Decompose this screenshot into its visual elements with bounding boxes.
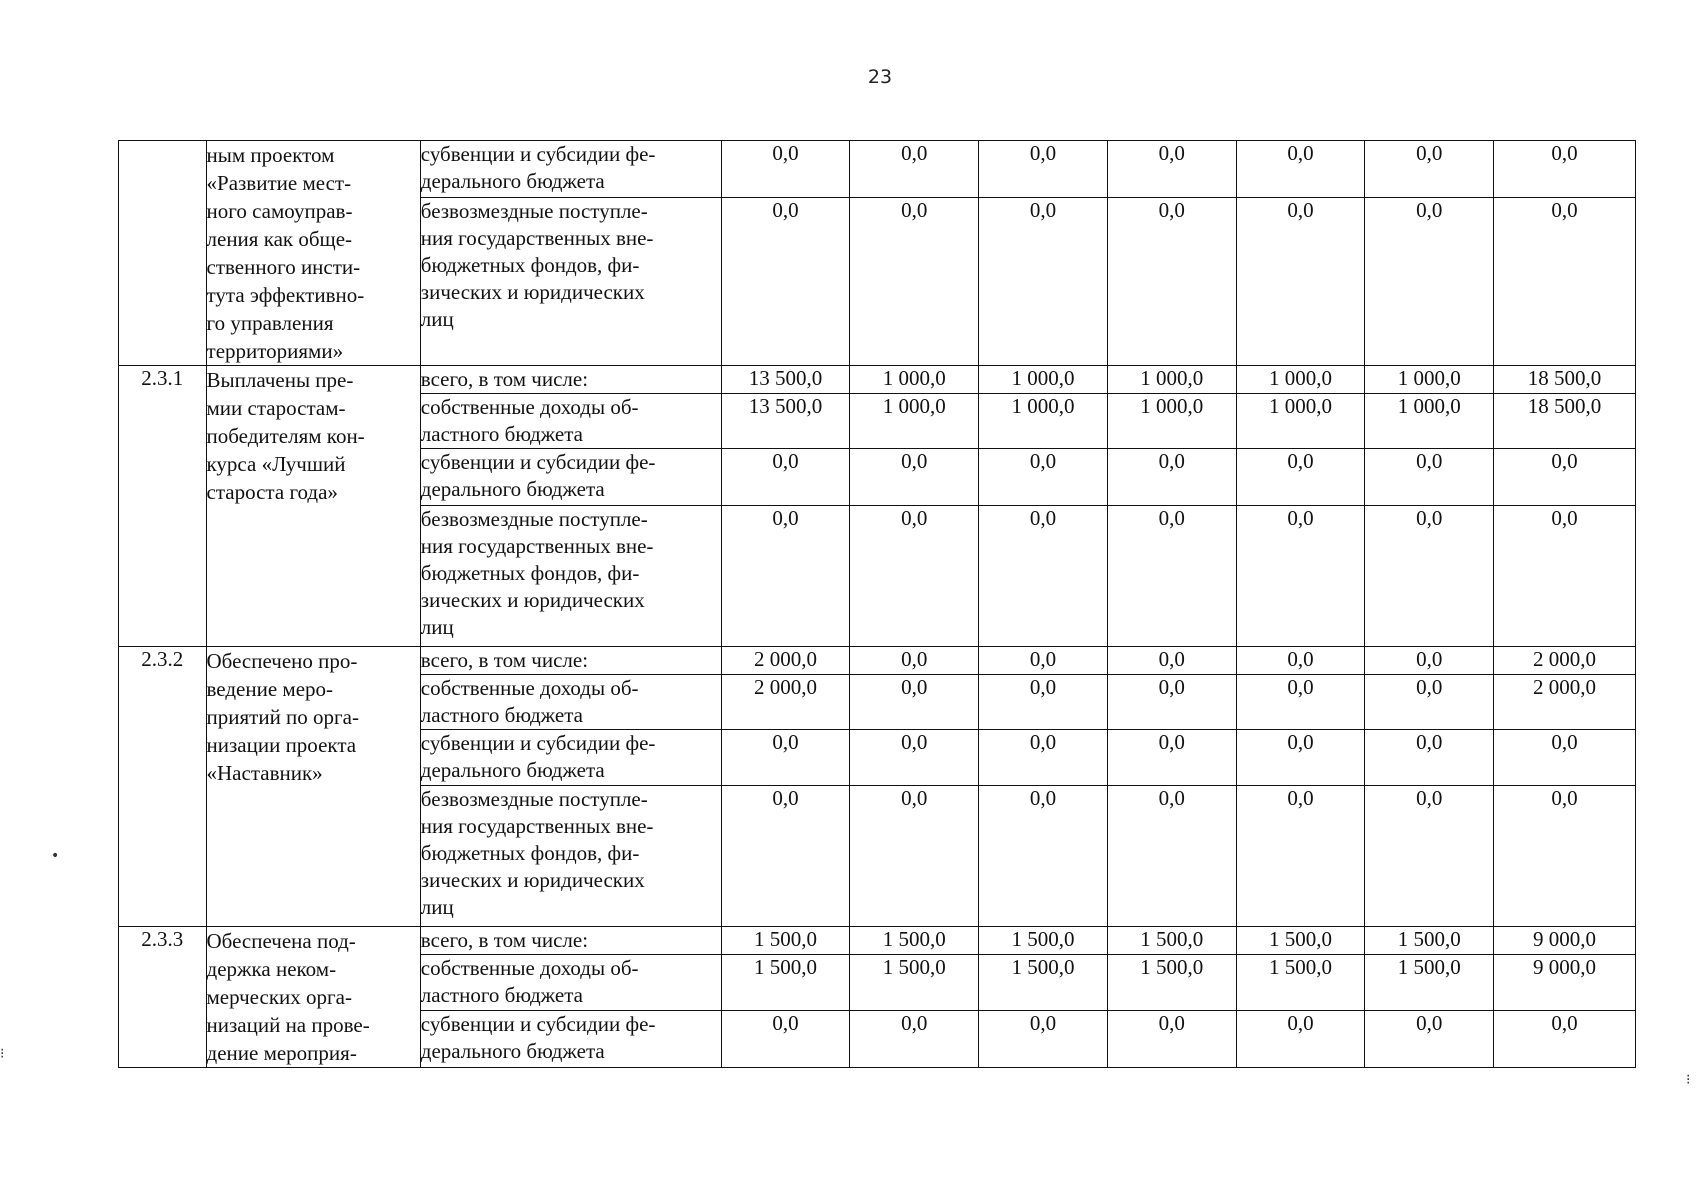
value-cell: 13 500,0	[721, 366, 850, 394]
value-cell-total: 0,0	[1494, 141, 1636, 198]
value-cell: 0,0	[1107, 506, 1236, 647]
value-cell: 1 500,0	[721, 927, 850, 955]
funding-source	[420, 394, 721, 449]
funding-source	[420, 647, 721, 675]
value-cell: 0,0	[1365, 730, 1494, 786]
value-cell: 0,0	[850, 506, 979, 647]
value-cell: 1 500,0	[1236, 955, 1365, 1010]
funding-source	[420, 141, 721, 198]
funding-source-line: субвенции и субсидии фе-	[420, 1011, 656, 1036]
value-cell-total: 0,0	[1494, 730, 1636, 786]
value-cell: 0,0	[1236, 786, 1365, 927]
value-cell: 1 000,0	[979, 394, 1108, 449]
funding-source-line: безвозмездные поступле-	[420, 507, 648, 531]
value-cell: 0,0	[979, 786, 1108, 927]
table-row	[119, 141, 1636, 198]
value-cell: 0,0	[850, 1010, 979, 1067]
funding-source	[420, 449, 721, 506]
value-cell: 0,0	[850, 141, 979, 198]
value-cell: 0,0	[979, 449, 1108, 506]
funding-source-line: всего, в том числе:	[420, 648, 589, 672]
table-row	[119, 927, 1636, 955]
value-cell: 0,0	[1236, 141, 1365, 198]
item-number: 2.3.3	[119, 927, 207, 1068]
value-cell: 0,0	[1107, 449, 1236, 506]
value-cell: 0,0	[1365, 647, 1494, 675]
item-name-line: низаций на прове-	[206, 1013, 370, 1037]
value-cell: 1 500,0	[979, 955, 1108, 1010]
margin-tick-right: ⁝	[1686, 1072, 1691, 1088]
value-cell: 0,0	[1365, 1010, 1494, 1067]
value-cell: 0,0	[979, 675, 1108, 730]
value-cell: 0,0	[850, 647, 979, 675]
item-name-line: ственного инсти-	[206, 255, 361, 279]
item-name-line: Обеспечено про-	[206, 649, 358, 673]
funding-source-line: ластного бюджета	[420, 983, 583, 1008]
funding-source-line: ластного бюджета	[420, 703, 583, 727]
value-cell: 0,0	[979, 1010, 1108, 1067]
value-cell-total: 0,0	[1494, 198, 1636, 366]
funding-source	[420, 786, 721, 927]
item-name-line: дение мероприя-	[206, 1041, 357, 1065]
value-cell-total: 0,0	[1494, 449, 1636, 506]
funding-source-line: субвенции и субсидии фе-	[420, 450, 656, 474]
value-cell: 0,0	[1236, 730, 1365, 786]
item-name-line: мии старостам-	[206, 396, 346, 420]
funding-source-line: бюджетных фондов, фи-	[420, 841, 640, 865]
value-cell: 1 500,0	[1107, 927, 1236, 955]
funding-source	[420, 675, 721, 730]
value-cell-total: 18 500,0	[1494, 366, 1636, 394]
funding-source-line: бюджетных фондов, фи-	[420, 253, 640, 278]
funding-source-line: дерального бюджета	[420, 477, 605, 501]
value-cell-total: 2 000,0	[1494, 647, 1636, 675]
value-cell: 0,0	[1107, 141, 1236, 198]
funding-source	[420, 730, 721, 786]
value-cell: 0,0	[979, 647, 1108, 675]
item-number: 2.3.1	[119, 366, 207, 647]
funding-source	[420, 198, 721, 366]
funding-source-line: собственные доходы об-	[420, 956, 639, 981]
value-cell: 2 000,0	[721, 675, 850, 730]
value-cell: 1 500,0	[1236, 927, 1365, 955]
funding-source	[420, 506, 721, 647]
value-cell: 1 500,0	[1107, 955, 1236, 1010]
funding-source-line: дерального бюджета	[420, 758, 605, 782]
funding-source-line: зических и юридических	[420, 588, 645, 612]
funding-source-line: лиц	[420, 307, 454, 332]
funding-source	[420, 927, 721, 955]
value-cell: 0,0	[1107, 786, 1236, 927]
item-name-line: Выплачены пре-	[206, 368, 354, 392]
value-cell: 0,0	[1107, 1010, 1236, 1067]
table-row	[119, 366, 1636, 394]
budget-table	[118, 140, 1636, 1068]
table-row	[119, 647, 1636, 675]
value-cell: 1 000,0	[1236, 394, 1365, 449]
value-cell: 0,0	[1107, 730, 1236, 786]
item-name-line: ведение меро-	[206, 677, 334, 701]
value-cell: 0,0	[1236, 675, 1365, 730]
funding-source-line: ния государственных вне-	[420, 534, 654, 558]
funding-source-line: собственные доходы об-	[420, 676, 639, 700]
item-name-line: ного самоуправ-	[206, 199, 353, 223]
value-cell: 0,0	[1236, 647, 1365, 675]
funding-source-line: лиц	[420, 615, 454, 639]
value-cell: 0,0	[850, 786, 979, 927]
value-cell: 1 000,0	[1365, 366, 1494, 394]
value-cell: 0,0	[1365, 198, 1494, 366]
value-cell: 0,0	[721, 506, 850, 647]
value-cell: 0,0	[1365, 506, 1494, 647]
item-name	[206, 366, 420, 647]
value-cell: 0,0	[850, 198, 979, 366]
value-cell: 1 500,0	[721, 955, 850, 1010]
value-cell: 1 000,0	[850, 366, 979, 394]
value-cell: 13 500,0	[721, 394, 850, 449]
value-cell: 1 000,0	[1365, 394, 1494, 449]
item-name-line: приятий по орга-	[206, 705, 359, 729]
funding-source-line: субвенции и субсидии фе-	[420, 142, 656, 166]
value-cell-total: 2 000,0	[1494, 675, 1636, 730]
funding-source	[420, 366, 721, 394]
value-cell: 0,0	[721, 449, 850, 506]
item-name-line: мерческих орга-	[206, 985, 352, 1009]
value-cell: 1 500,0	[1365, 927, 1494, 955]
item-name-line: территориями»	[206, 339, 344, 363]
item-name-line: староста года»	[206, 480, 338, 504]
funding-source-line: собственные доходы об-	[420, 395, 639, 419]
value-cell: 0,0	[1365, 449, 1494, 506]
funding-source-line: всего, в том числе:	[420, 367, 589, 391]
value-cell-total: 0,0	[1494, 506, 1636, 647]
value-cell: 0,0	[721, 730, 850, 786]
value-cell: 1 500,0	[850, 927, 979, 955]
value-cell: 1 000,0	[850, 394, 979, 449]
value-cell: 0,0	[1365, 786, 1494, 927]
item-name	[206, 927, 420, 1068]
value-cell: 0,0	[1236, 449, 1365, 506]
value-cell: 0,0	[979, 506, 1108, 647]
item-name-line: го управления	[206, 311, 334, 335]
funding-source-line: ния государственных вне-	[420, 814, 654, 838]
value-cell: 0,0	[850, 449, 979, 506]
value-cell: 0,0	[1107, 675, 1236, 730]
value-cell: 0,0	[721, 198, 850, 366]
value-cell: 0,0	[1236, 1010, 1365, 1067]
value-cell: 0,0	[721, 786, 850, 927]
value-cell-total: 0,0	[1494, 1010, 1636, 1067]
funding-source-line: ния государственных вне-	[420, 226, 654, 251]
margin-tick-left: ⁝	[0, 1046, 5, 1062]
value-cell: 0,0	[1107, 647, 1236, 675]
item-name-line: тута эффективно-	[206, 283, 365, 307]
value-cell: 2 000,0	[721, 647, 850, 675]
funding-source-line: бюджетных фондов, фи-	[420, 561, 640, 585]
funding-source-line: безвозмездные поступле-	[420, 787, 648, 811]
item-name	[206, 647, 420, 927]
item-name-line: «Развитие мест-	[206, 171, 352, 195]
value-cell: 0,0	[1365, 141, 1494, 198]
funding-source-line: дерального бюджета	[420, 169, 605, 193]
value-cell-total: 9 000,0	[1494, 955, 1636, 1010]
value-cell: 0,0	[1365, 675, 1494, 730]
value-cell: 0,0	[721, 141, 850, 198]
item-name-line: «Наставник»	[206, 761, 323, 785]
value-cell: 1 000,0	[979, 366, 1108, 394]
margin-dot: •	[51, 848, 60, 864]
value-cell: 0,0	[1236, 506, 1365, 647]
item-name-line: ным проектом	[206, 143, 335, 167]
value-cell: 1 000,0	[1107, 394, 1236, 449]
funding-source-line: всего, в том числе:	[420, 928, 589, 952]
value-cell: 0,0	[1107, 198, 1236, 366]
value-cell: 0,0	[850, 730, 979, 786]
value-cell: 0,0	[1236, 198, 1365, 366]
value-cell: 1 500,0	[979, 927, 1108, 955]
item-number: 2.3.2	[119, 647, 207, 927]
value-cell: 0,0	[850, 675, 979, 730]
item-name-line: держка неком-	[206, 957, 337, 981]
funding-source-line: субвенции и субсидии фе-	[420, 731, 656, 755]
funding-source-line: безвозмездные поступле-	[420, 199, 648, 224]
value-cell: 0,0	[979, 141, 1108, 198]
funding-source	[420, 1010, 721, 1067]
item-name-line: курса «Лучший	[206, 452, 346, 476]
value-cell: 1 000,0	[1236, 366, 1365, 394]
value-cell: 0,0	[979, 730, 1108, 786]
item-name-line: низации проекта	[206, 733, 357, 757]
value-cell: 1 500,0	[850, 955, 979, 1010]
page-number: 23	[867, 66, 893, 88]
funding-source-line: ластного бюджета	[420, 422, 583, 446]
value-cell-total: 9 000,0	[1494, 927, 1636, 955]
funding-source-line: зических и юридических	[420, 868, 645, 892]
funding-source-line: дерального бюджета	[420, 1038, 605, 1063]
value-cell: 1 500,0	[1365, 955, 1494, 1010]
funding-source-line: зических и юридических	[420, 280, 645, 305]
item-name-line: победителям кон-	[206, 424, 365, 448]
funding-source-line: лиц	[420, 895, 454, 919]
item-name-line: Обеспечена под-	[206, 929, 356, 953]
item-name-line: ления как обще-	[206, 227, 353, 251]
value-cell: 0,0	[979, 198, 1108, 366]
value-cell: 1 000,0	[1107, 366, 1236, 394]
item-number	[119, 141, 207, 366]
value-cell-total: 18 500,0	[1494, 394, 1636, 449]
item-name	[206, 141, 420, 366]
value-cell-total: 0,0	[1494, 786, 1636, 927]
value-cell: 0,0	[721, 1010, 850, 1067]
funding-source	[420, 955, 721, 1010]
